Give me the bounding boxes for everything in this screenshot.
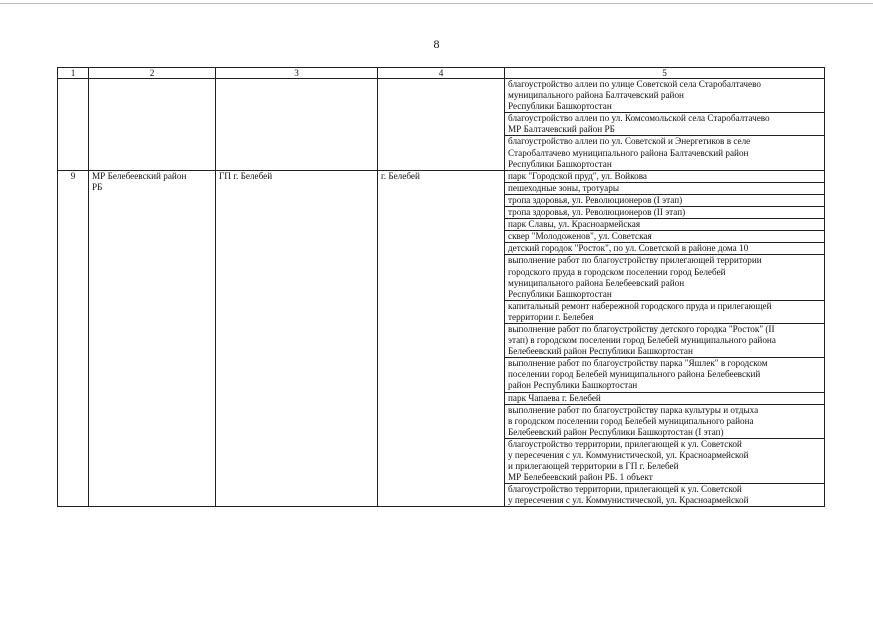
object-item: благоустройство аллеи по ул. Комсомольской села Старобалтачево МР Балтачевский район РБ <box>505 113 825 136</box>
object-item: выполнение работ по благоустройству парка культуры и отдыха в городском поселении город Белебей муниципального района Белебеевский район Республики Башкортостан (I этап) <box>505 404 825 438</box>
object-item: благоустройство территории, прилегающей к ул. Советской у пересечения с ул. Коммунистической, ул. Красноармейской и прилегающей территории в ГП г. Белебей МР Белебеевский район РБ. 1 объект <box>505 438 825 483</box>
locality-cell: г. Белебей <box>378 170 505 507</box>
header-col-3: 3 <box>216 68 378 79</box>
header-col-5: 5 <box>505 68 825 79</box>
object-item: выполнение работ по благоустройству парка "Яшлек" в городском поселении город Белебей муниципального района Белебеевский район Республики Башкортостан <box>505 358 825 392</box>
header-col-4: 4 <box>378 68 505 79</box>
object-item: сквер "Молодоженов", ул. Советская <box>505 231 825 243</box>
header-row <box>58 68 825 79</box>
table-body <box>58 79 825 507</box>
object-item: детский городок "Росток", по ул. Советской в районе дома 10 <box>505 243 825 255</box>
object-item: парк Славы, ул. Красноармейская <box>505 219 825 231</box>
object-item: тропа здоровья, ул. Революционеров (I этап) <box>505 194 825 206</box>
table-row <box>58 170 825 182</box>
cell-locality-empty <box>378 79 505 171</box>
settlement-cell: ГП г. Белебей <box>216 170 378 507</box>
object-item: парк Чапаева г. Белебей <box>505 392 825 404</box>
object-item: благоустройство аллеи по ул. Советской и Энергетиков в селе Старобалтачево муниципального района Балтачевский район Республики Башкортостан <box>505 136 825 170</box>
row-number: 9 <box>58 170 89 507</box>
object-item: тропа здоровья, ул. Революционеров (II этап) <box>505 207 825 219</box>
cell-num-empty <box>58 79 89 171</box>
data-table <box>57 67 825 507</box>
object-item: благоустройство территории, прилегающей к ул. Советской у пересечения с ул. Коммунистической, ул. Красноармейской <box>505 484 825 507</box>
cell-settlement-empty <box>216 79 378 171</box>
object-item: парк "Городской пруд", ул. Войкова <box>505 170 825 182</box>
object-item: благоустройство аллеи по улице Советской села Старобалтачево муниципального района Балтачевский район Республики Башкортостан <box>505 79 825 113</box>
object-item: выполнение работ по благоустройству прилегающей территории городского пруда в городском поселении город Белебей муниципального района Белебеевский район Республики Башкортостан <box>505 255 825 300</box>
cell-district-empty <box>89 79 216 171</box>
header-col-1: 1 <box>58 68 89 79</box>
page-top-rule <box>0 3 873 4</box>
header-col-2: 2 <box>89 68 216 79</box>
object-item: капитальный ремонт набережной городского пруда и прилегающей территории г. Белебея <box>505 300 825 323</box>
page-number: 8 <box>433 37 440 51</box>
object-item: пешеходные зоны, тротуары <box>505 182 825 194</box>
table-row <box>58 79 825 113</box>
district-cell: МР Белебеевский район РБ <box>89 170 216 507</box>
object-item: выполнение работ по благоустройству детского городка "Росток" (II этап) в городском поселении город Белебей муниципального района Белебеевский район Республики Башкортостан <box>505 323 825 357</box>
